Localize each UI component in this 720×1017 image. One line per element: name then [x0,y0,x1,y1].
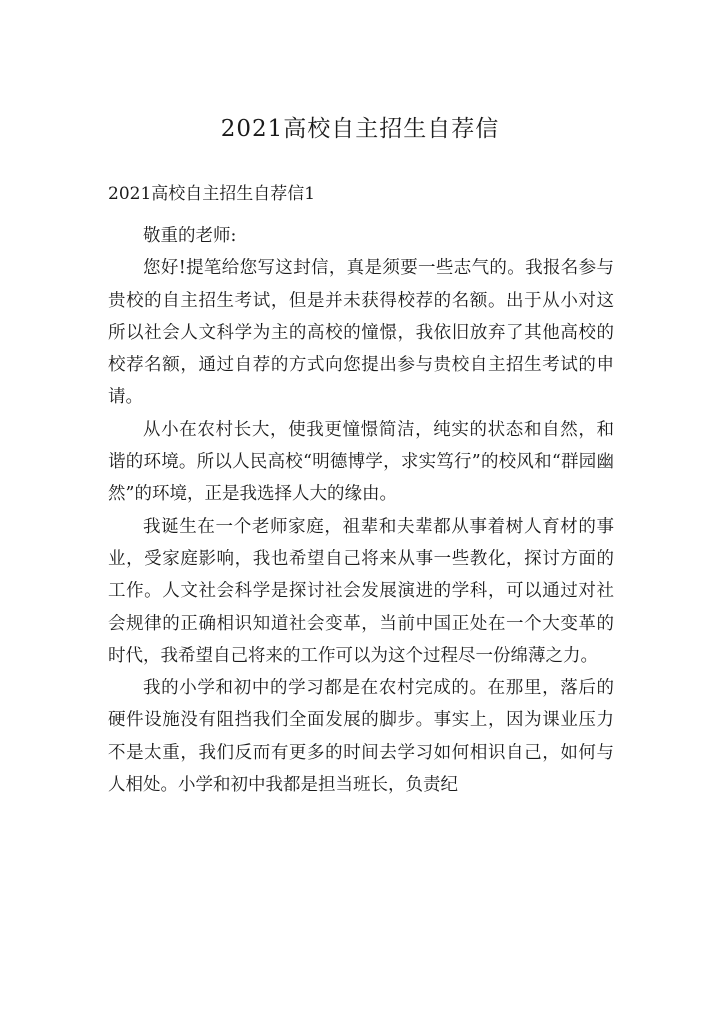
paragraph: 您好!提笔给您写这封信，真是须要一些志气的。我报名参与贵校的自主招生考试，但是并未获得校荐的名额。出于从小对这所以社会人文科学为主的高校的憧憬，我依旧放弃了其他高校的校荐名额，通过自荐的方式向您提出参与贵校自主招生考试的申请。 [108,258,614,408]
paragraph: 我诞生在一个老师家庭，祖辈和夫辈都从事着树人育材的事业，受家庭影响，我也希望自己将来从事一些教化，探讨方面的工作。人文社会科学是探讨社会发展演进的学科，可以通过对社会规律的正确相识知道社会变革，当前中国正处在一个大变革的时代，我希望自己将来的工作可以为这个过程尽一份绵薄之力。 [108,516,614,666]
paragraph: 我的小学和初中的学习都是在农村完成的。在那里，落后的硬件设施没有阻挡我们全面发展的脚步。事实上，因为课业压力不是太重，我们反而有更多的时间去学习如何相识自己，如何与人相处。小学和初中我都是担当班长，负责纪 [108,678,614,796]
salutation: 敬重的老师: [143,226,237,246]
section-heading: 2021高校自主招生自荐信1 [108,184,316,204]
document-title: 2021高校自主招生自荐信 [220,116,500,142]
letter-body [108,220,614,801]
paragraph: 从小在农村长大，使我更憧憬简洁，纯实的状态和自然，和谐的环境。所以人民高校“明德博学，求实笃行”的校风和“群园幽然”的环境，正是我选择人大的缘由。 [108,419,614,505]
